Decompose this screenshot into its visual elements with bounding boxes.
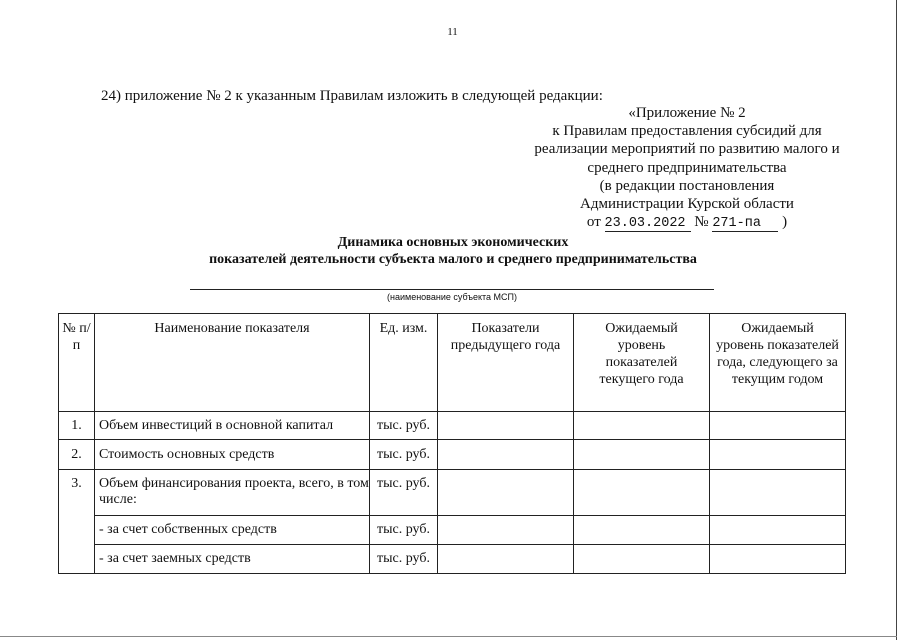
- cell-prev-year: [438, 470, 574, 516]
- header-num: № п/п: [59, 314, 95, 412]
- table-row: [59, 470, 846, 516]
- amendment-intro-text: 24) приложение № 2 к указанным Правилам изложить в следующей редакции:: [101, 88, 603, 104]
- subject-name-caption: (наименование субъекта МСП): [387, 292, 517, 302]
- row-name: Объем инвестиций в основной капитал: [95, 412, 370, 440]
- row-unit: тыс. руб.: [370, 440, 438, 470]
- appendix-line-6: Администрации Курской области: [580, 196, 794, 213]
- cell-next-year: [710, 545, 846, 574]
- appendix-line-1: «Приложение № 2: [628, 105, 746, 121]
- page-number: 11: [447, 26, 458, 38]
- cell-prev-year: [438, 516, 574, 545]
- title-line-1: Динамика основных экономических: [337, 235, 569, 250]
- row-name: - за счет заемных средств: [95, 545, 370, 574]
- table-header-row: [59, 314, 846, 412]
- row-num: 2.: [59, 440, 95, 470]
- cell-prev-year: [438, 545, 574, 574]
- header-unit: Ед. изм.: [370, 314, 438, 412]
- document-title: [100, 234, 806, 268]
- row-name: Объем финансирования проекта, всего, в том числе:: [95, 470, 370, 516]
- appendix-line-3: реализации мероприятий по развитию малого и: [534, 141, 840, 158]
- cell-current-year: [574, 516, 710, 545]
- header-prev-year: Показатели предыдущего года: [438, 314, 574, 412]
- cell-current-year: [574, 545, 710, 574]
- page-edge-right: [896, 0, 897, 640]
- cell-next-year: [710, 412, 846, 440]
- date-prefix: от: [586, 214, 601, 231]
- cell-current-year: [574, 470, 710, 516]
- page-edge-bottom: [0, 636, 897, 637]
- subject-name-blank-line: [190, 289, 714, 290]
- cell-next-year: [710, 470, 846, 516]
- cell-next-year: [710, 440, 846, 470]
- appendix-header-block: [532, 104, 842, 232]
- table-row: [59, 440, 846, 470]
- header-current-year: Ожидаемый уровень показателей текущего года: [574, 314, 710, 412]
- table-row: [59, 545, 846, 574]
- cell-prev-year: [438, 412, 574, 440]
- row-num: 1.: [59, 412, 95, 440]
- appendix-line-2: к Правилам предоставления субсидий для: [552, 123, 822, 140]
- cell-current-year: [574, 440, 710, 470]
- header-next-year: Ожидаемый уровень показателей года, следующего за текущим годом: [710, 314, 846, 412]
- number-prefix: №: [694, 214, 709, 231]
- resolution-date: 23.03.2022: [605, 216, 691, 232]
- cell-current-year: [574, 412, 710, 440]
- closing-paren: ): [782, 214, 788, 231]
- appendix-line-4: среднего предпринимательства: [587, 159, 787, 176]
- resolution-number: 271-па: [712, 216, 778, 232]
- table-row: [59, 516, 846, 545]
- cell-prev-year: [438, 440, 574, 470]
- row-name: Стоимость основных средств: [95, 440, 370, 470]
- title-line-2: показателей деятельности субъекта малого и среднего предпринимательства: [209, 252, 697, 267]
- row-unit: тыс. руб.: [370, 545, 438, 574]
- row-name: - за счет собственных средств: [95, 516, 370, 545]
- appendix-date-line: [532, 213, 842, 232]
- row-unit: тыс. руб.: [370, 412, 438, 440]
- row-unit: тыс. руб.: [370, 516, 438, 545]
- indicators-table: [58, 313, 846, 574]
- appendix-line-5: (в редакции постановления: [599, 177, 775, 194]
- row-unit: тыс. руб.: [370, 470, 438, 516]
- cell-next-year: [710, 516, 846, 545]
- header-name: Наименование показателя: [95, 314, 370, 412]
- row-num: 3.: [59, 470, 95, 574]
- table-row: [59, 412, 846, 440]
